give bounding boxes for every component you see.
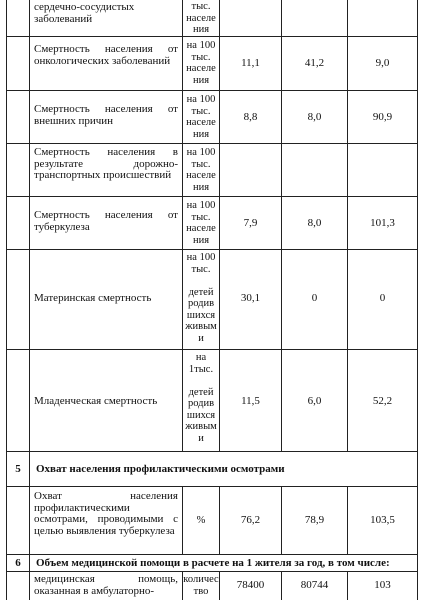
- value-2019: 76,2: [240, 514, 261, 526]
- table-row: [6, 572, 418, 600]
- indicator-cell: [30, 487, 183, 554]
- value-percent: 9,0: [375, 57, 390, 69]
- value-percent: 0: [379, 292, 386, 304]
- value-cell: [282, 350, 348, 451]
- unit-cell: [183, 144, 220, 196]
- value-2019: 11,5: [241, 395, 260, 407]
- value-cell: [220, 91, 282, 143]
- section-number-cell: [6, 452, 30, 486]
- indicator-name: сердечно-сосудистых заболеваний: [34, 1, 135, 25]
- number-cell: [6, 350, 30, 451]
- value-cell: [220, 350, 282, 451]
- unit-cell: [183, 0, 220, 36]
- unit-cell: [183, 572, 220, 600]
- table-row: [6, 350, 418, 452]
- indicator-cell: [30, 197, 183, 249]
- indicator-name: Младенческая смертность: [34, 395, 158, 407]
- indicator-cell: [30, 250, 183, 349]
- number-cell: [6, 37, 30, 90]
- value-cell: [282, 91, 348, 143]
- section-row: [6, 555, 418, 572]
- table-row: [6, 0, 418, 37]
- table-row: [6, 144, 418, 197]
- unit-text: на 100 тыс. населе ния: [186, 200, 216, 246]
- value-cell: [282, 144, 348, 196]
- unit-cell: [183, 487, 220, 554]
- unit-text: на 1тыс. детей родив шихся живым и: [185, 352, 217, 444]
- value-2020: 0: [311, 292, 318, 304]
- indicator-name: Материнская смертность: [34, 292, 152, 304]
- section-title-cell: [30, 452, 418, 486]
- table-row: [6, 250, 418, 350]
- section-title-cell: [30, 555, 418, 571]
- indicator-name: Охват населения профилактическими осмотрами, проводимыми с целью выявления туберкулеза: [34, 490, 178, 537]
- unit-cell: [183, 91, 220, 143]
- indicator-name: Смертность населения от внешних причин: [34, 103, 178, 127]
- value-cell: [348, 37, 418, 90]
- value-2019: 7,9: [243, 217, 258, 229]
- number-cell: [6, 91, 30, 143]
- value-cell: [282, 0, 348, 36]
- unit-text: тыс. населе ния: [186, 1, 216, 35]
- unit-cell: [183, 37, 220, 90]
- indicator-name: Смертность населения от туберкулеза: [34, 209, 178, 233]
- value-cell: [282, 572, 348, 600]
- indicator-cell: [30, 572, 183, 600]
- unit-text: на 100 тыс. детей родив шихся живым и: [185, 252, 217, 344]
- value-cell: [348, 350, 418, 451]
- value-cell: [282, 250, 348, 349]
- unit-text: на 100 тыс. населе ния: [186, 147, 216, 193]
- indicator-cell: [30, 350, 183, 451]
- value-cell: [282, 37, 348, 90]
- value-cell: [348, 572, 418, 600]
- value-percent: 52,2: [372, 395, 393, 407]
- value-2019: 11,1: [241, 57, 260, 69]
- indicator-name: Смертность населения от онкологических заболеваний: [34, 43, 178, 67]
- value-cell: [348, 197, 418, 249]
- unit-text: %: [196, 515, 206, 526]
- number-cell: [6, 144, 30, 196]
- number-cell: [6, 197, 30, 249]
- table-row: [6, 91, 418, 144]
- section-title: Объем медицинской помощи в расчете на 1 жителя за год, в том числе:: [36, 557, 390, 569]
- indicator-cell: [30, 91, 183, 143]
- value-cell: [220, 144, 282, 196]
- table-row: [6, 37, 418, 91]
- section-number: 5: [15, 463, 21, 475]
- value-2019: 30,1: [240, 292, 261, 304]
- value-cell: [348, 0, 418, 36]
- section-number-cell: [6, 555, 30, 571]
- value-cell: [220, 487, 282, 554]
- value-2020: 8,0: [307, 217, 322, 229]
- value-cell: [348, 250, 418, 349]
- value-cell: [348, 91, 418, 143]
- indicator-name: медицинская помощь, оказанная в амбулаторно-: [34, 573, 178, 597]
- unit-text: количес тво: [183, 574, 219, 597]
- value-cell: [220, 0, 282, 36]
- value-2020: 6,0: [307, 395, 322, 407]
- value-cell: [220, 37, 282, 90]
- indicator-cell: [30, 37, 183, 90]
- value-percent: 90,9: [372, 111, 393, 123]
- value-percent: 103,5: [370, 514, 395, 526]
- unit-text: на 100 тыс. населе ния: [186, 94, 216, 140]
- indicator-cell: [30, 0, 183, 36]
- value-percent: 103: [374, 579, 391, 591]
- value-cell: [282, 487, 348, 554]
- value-2020: 41,2: [304, 57, 325, 69]
- value-cell: [220, 572, 282, 600]
- section-row: [6, 452, 418, 487]
- value-cell: [282, 197, 348, 249]
- value-2020: 80744: [300, 579, 329, 591]
- section-number: 6: [15, 557, 21, 569]
- section-title: Охват населения профилактическими осмотрами: [36, 463, 285, 475]
- number-cell: [6, 0, 30, 36]
- value-cell: [348, 487, 418, 554]
- table-row: [6, 197, 418, 250]
- unit-cell: [183, 197, 220, 249]
- number-cell: [6, 572, 30, 600]
- indicator-name: Смертность населения в результате дорожно-транспортных происшествий: [34, 146, 178, 181]
- unit-text: на 100 тыс. населе ния: [186, 40, 216, 86]
- unit-cell: [183, 350, 220, 451]
- value-cell: [220, 197, 282, 249]
- unit-cell: [183, 250, 220, 349]
- table-row: [6, 487, 418, 555]
- value-cell: [348, 144, 418, 196]
- indicator-cell: [30, 144, 183, 196]
- value-2019: 8,8: [243, 111, 258, 123]
- value-2020: 8,0: [307, 111, 322, 123]
- number-cell: [6, 487, 30, 554]
- value-2020: 78,9: [304, 514, 325, 526]
- number-cell: [6, 250, 30, 349]
- value-percent: 101,3: [370, 217, 395, 229]
- value-cell: [220, 250, 282, 349]
- value-2019: 78400: [236, 579, 265, 591]
